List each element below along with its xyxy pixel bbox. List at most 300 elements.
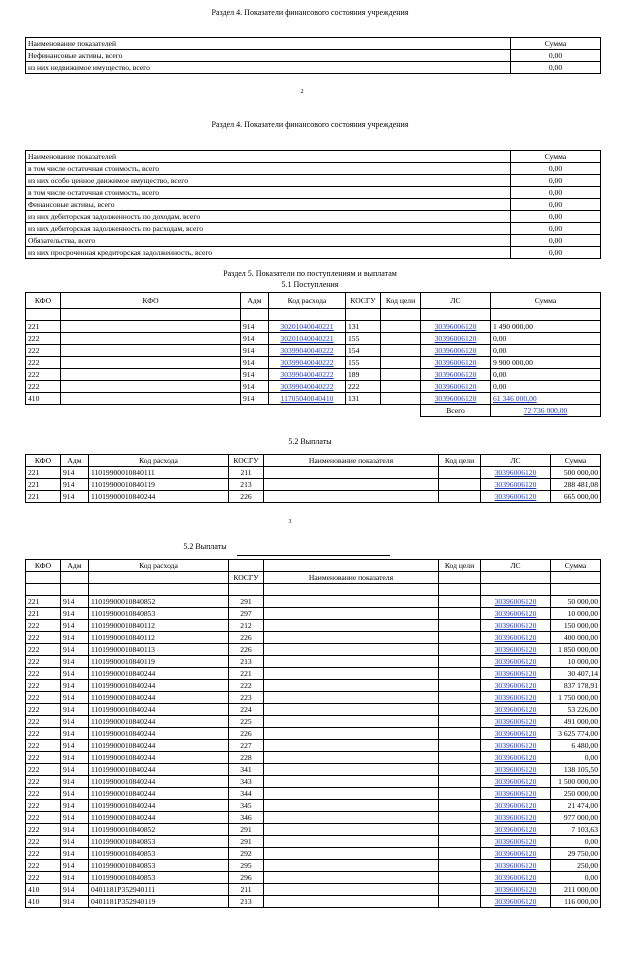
- header-kfo: КФО: [26, 455, 61, 467]
- account-cell: [481, 800, 551, 812]
- table-row: [26, 824, 601, 836]
- sum-cell: 250,00: [551, 860, 601, 872]
- kfo-cell: 222: [26, 824, 61, 836]
- account-cell: [481, 824, 551, 836]
- payments-title-2: 5.2 Выплаты: [183, 542, 227, 551]
- kosgu-cell: 154: [346, 345, 381, 357]
- sum-cell: 0,00: [491, 369, 601, 381]
- kfo-cell: 222: [26, 369, 61, 381]
- table-row: [26, 740, 601, 752]
- payments-table-2: [25, 559, 601, 908]
- account-cell-link[interactable]: 30396006120: [494, 492, 537, 501]
- sum-cell: 21 474,00: [551, 800, 601, 812]
- table-header: [26, 151, 601, 163]
- table-row: [26, 479, 601, 491]
- sum-cell: 1 490 000,00: [491, 321, 601, 333]
- kfo-cell: 222: [26, 381, 61, 393]
- adm-cell: 914: [61, 644, 89, 656]
- adm-cell: 914: [61, 788, 89, 800]
- kfo-cell: 222: [26, 728, 61, 740]
- adm-cell: 914: [61, 680, 89, 692]
- account-cell-link[interactable]: 30396006120: [494, 480, 537, 489]
- indicator-sum: 0,00: [511, 187, 601, 199]
- table-row: [26, 235, 601, 247]
- table-header: [26, 38, 601, 50]
- kfo-cell: 222: [26, 704, 61, 716]
- sum-cell: 0,00: [491, 345, 601, 357]
- table-row: [26, 776, 601, 788]
- table-row: [26, 608, 601, 620]
- account-cell-link[interactable]: 30396006120: [494, 705, 537, 714]
- table-row: [26, 187, 601, 199]
- account-cell-link[interactable]: 30396006120: [494, 729, 537, 738]
- kosgu-cell: 344: [229, 788, 264, 800]
- expense-code-cell: [269, 345, 346, 357]
- kosgu-cell: 225: [229, 716, 264, 728]
- header-name: Наименование показателей: [26, 38, 511, 50]
- kfo-cell: 221: [26, 467, 61, 479]
- table-row: [26, 357, 601, 369]
- account-cell: [481, 812, 551, 824]
- sum-cell: 0,00: [491, 333, 601, 345]
- sum-cell: 0,00: [551, 872, 601, 884]
- account-cell-link[interactable]: 30396006120: [494, 468, 537, 477]
- adm-cell: 914: [61, 491, 89, 503]
- expense-code-cell: 11019900010840112: [89, 620, 229, 632]
- financial-table-1: [25, 37, 601, 74]
- kfo-cell: 222: [26, 692, 61, 704]
- table-row: [26, 860, 601, 872]
- adm-cell: 914: [241, 321, 269, 333]
- account-cell: [481, 596, 551, 608]
- kfo-cell: 222: [26, 632, 61, 644]
- table-header: [26, 455, 601, 467]
- adm-cell: 914: [61, 848, 89, 860]
- account-cell: [481, 788, 551, 800]
- kosgu-cell: 345: [229, 800, 264, 812]
- expense-code-cell: 11019900010840853: [89, 872, 229, 884]
- account-cell: [481, 848, 551, 860]
- sum-cell: 0,00: [551, 836, 601, 848]
- indicator-sum: 0,00: [511, 163, 601, 175]
- kfo-cell: 221: [26, 479, 61, 491]
- sum-cell: 1 850 000,00: [551, 644, 601, 656]
- receipts-table: [25, 292, 601, 417]
- expense-code-cell: 11019900010840852: [89, 596, 229, 608]
- adm-cell: 914: [61, 896, 89, 908]
- table-row: [26, 247, 601, 259]
- indicator-sum: 0,00: [511, 235, 601, 247]
- total-value-link[interactable]: 72 736 000,00: [523, 406, 568, 415]
- header-sum: Сумма: [551, 455, 601, 467]
- kosgu-cell: 131: [346, 321, 381, 333]
- account-cell: [481, 680, 551, 692]
- table-row: [26, 800, 601, 812]
- kfo-cell: 222: [26, 860, 61, 872]
- table-row: [26, 872, 601, 884]
- table-row: [26, 175, 601, 187]
- indicator-sum: 0,00: [511, 199, 601, 211]
- kosgu-cell: 226: [229, 491, 264, 503]
- account-cell: [481, 656, 551, 668]
- table-row: [26, 704, 601, 716]
- table-row: [26, 393, 601, 405]
- sum-cell: 0,00: [551, 752, 601, 764]
- header-indicator-name: Наименование показателя: [264, 455, 439, 467]
- account-cell: [481, 491, 551, 503]
- kosgu-cell: 295: [229, 860, 264, 872]
- expense-code-cell-link[interactable]: 30399040040222: [280, 346, 334, 355]
- account-cell: [421, 357, 491, 369]
- expense-code-cell: 11019900010840244: [89, 716, 229, 728]
- header-goal-code: Код цели: [381, 293, 421, 309]
- kosgu-cell: 155: [346, 333, 381, 345]
- kfo-cell: 222: [26, 716, 61, 728]
- adm-cell: 914: [241, 381, 269, 393]
- sum-cell: 53 226,00: [551, 704, 601, 716]
- kfo-cell: 410: [26, 884, 61, 896]
- table-header: [26, 293, 601, 309]
- account-cell: [481, 644, 551, 656]
- table-header-2: [26, 572, 601, 584]
- header-adm: Адм: [61, 560, 89, 572]
- header-sum: Сумма: [491, 293, 601, 309]
- expense-code-cell-link[interactable]: 30201040040221: [280, 334, 334, 343]
- account-cell: [421, 321, 491, 333]
- kfo-cell: 221: [26, 608, 61, 620]
- kfo-cell: 222: [26, 848, 61, 860]
- total-value: [491, 405, 601, 417]
- account-cell-link[interactable]: 30396006120: [494, 825, 537, 834]
- table-row: [26, 632, 601, 644]
- account-cell-link[interactable]: 30396006120: [494, 741, 537, 750]
- account-cell-link[interactable]: 30396006120: [494, 597, 537, 606]
- sum-cell: 116 000,00: [551, 896, 601, 908]
- account-cell: [481, 728, 551, 740]
- header-kosgu: КОСГУ: [346, 293, 381, 309]
- sum-cell: 977 000,00: [551, 812, 601, 824]
- blank-row: [26, 584, 601, 596]
- account-cell-link[interactable]: 30396006120: [494, 609, 537, 618]
- sum-cell: 288 481,08: [551, 479, 601, 491]
- header-kfo: КФО: [26, 293, 61, 309]
- expense-code-cell: 11019900010840853: [89, 860, 229, 872]
- header-kfo-2: КФО: [61, 293, 241, 309]
- expense-code-cell-link[interactable]: 11705040040410: [280, 394, 334, 403]
- account-cell-link[interactable]: 30396006120: [494, 801, 537, 810]
- kfo-cell: 222: [26, 872, 61, 884]
- adm-cell: 914: [61, 620, 89, 632]
- kosgu-cell: 223: [229, 692, 264, 704]
- kfo-cell: 222: [26, 644, 61, 656]
- kfo-cell: 410: [26, 896, 61, 908]
- adm-cell: 914: [241, 369, 269, 381]
- header-account: ЛС: [421, 293, 491, 309]
- account-cell: [481, 740, 551, 752]
- financial-table-2: [25, 150, 601, 259]
- account-cell-link[interactable]: 30396006120: [494, 777, 537, 786]
- expense-code-cell: 0401181P352940119: [89, 896, 229, 908]
- table-row: [26, 752, 601, 764]
- expense-code-cell: 11019900010840111: [89, 467, 229, 479]
- kosgu-cell: 222: [346, 381, 381, 393]
- payments-table-1: [25, 454, 601, 503]
- account-cell: [481, 692, 551, 704]
- account-cell: [481, 716, 551, 728]
- adm-cell: 914: [241, 393, 269, 405]
- page-number-3: 3: [288, 519, 292, 525]
- total-label: Всего: [421, 405, 491, 417]
- account-cell-link[interactable]: 30396006120: [494, 717, 537, 726]
- kosgu-cell: 346: [229, 812, 264, 824]
- expense-code-cell: 11019900010840119: [89, 656, 229, 668]
- kfo-cell: 222: [26, 812, 61, 824]
- adm-cell: 914: [241, 333, 269, 345]
- kosgu-cell: 189: [346, 369, 381, 381]
- kosgu-cell: 155: [346, 357, 381, 369]
- account-cell-link[interactable]: 30396006120: [494, 765, 537, 774]
- adm-cell: 914: [61, 860, 89, 872]
- sum-cell-link[interactable]: 61 346 000,00: [493, 394, 537, 403]
- expense-code-cell: [269, 333, 346, 345]
- indicator-sum: 0,00: [511, 50, 601, 62]
- table-row: [26, 764, 601, 776]
- account-cell: [481, 467, 551, 479]
- table-row: [26, 692, 601, 704]
- account-cell: [481, 704, 551, 716]
- kfo-cell: 410: [26, 393, 61, 405]
- adm-cell: 914: [61, 608, 89, 620]
- indicator-name: из них дебиторская задолженность по доходам, всего: [26, 211, 511, 223]
- indicator-sum: 0,00: [511, 223, 601, 235]
- account-cell: [481, 620, 551, 632]
- kosgu-cell: 297: [229, 608, 264, 620]
- sum-cell: 837 178,91: [551, 680, 601, 692]
- expense-code-cell: 11019900010840244: [89, 704, 229, 716]
- table-row: [26, 668, 601, 680]
- account-cell: [481, 764, 551, 776]
- expense-code-cell: 11019900010840244: [89, 812, 229, 824]
- account-cell-link[interactable]: 30396006120: [494, 837, 537, 846]
- header-expense-code: Код расхода: [89, 560, 229, 572]
- account-cell-link[interactable]: 30396006120: [494, 693, 537, 702]
- expense-code-cell: 11019900010840244: [89, 800, 229, 812]
- kfo-cell: 222: [26, 836, 61, 848]
- account-cell-link[interactable]: 30396006120: [494, 897, 537, 906]
- kfo-cell: 222: [26, 333, 61, 345]
- table-row: [26, 680, 601, 692]
- adm-cell: 914: [61, 872, 89, 884]
- expense-code-cell: 11019900010840112: [89, 632, 229, 644]
- kosgu-cell: 227: [229, 740, 264, 752]
- account-cell-link[interactable]: 30396006120: [434, 358, 477, 367]
- account-cell-link[interactable]: 30396006120: [434, 370, 477, 379]
- account-cell-link[interactable]: 30396006120: [494, 633, 537, 642]
- kfo-cell: 221: [26, 321, 61, 333]
- sum-cell: 10 000,00: [551, 656, 601, 668]
- indicator-name: из них просроченная кредиторская задолженность, всего: [26, 247, 511, 259]
- account-cell: [421, 393, 491, 405]
- expense-code-cell: 11019900010840244: [89, 776, 229, 788]
- expense-code-cell-link[interactable]: 30201040040221: [280, 322, 334, 331]
- sum-cell: 1 750 000,00: [551, 692, 601, 704]
- kfo-cell: 222: [26, 345, 61, 357]
- account-cell-link[interactable]: 30396006120: [434, 382, 477, 391]
- kosgu-cell: 291: [229, 824, 264, 836]
- expense-code-cell: 11019900010840244: [89, 668, 229, 680]
- account-cell-link[interactable]: 30396006120: [494, 849, 537, 858]
- sum-cell: 150 000,00: [551, 620, 601, 632]
- kfo-cell: 221: [26, 596, 61, 608]
- account-cell-link[interactable]: 30396006120: [494, 621, 537, 630]
- expense-code-cell: [269, 321, 346, 333]
- header-name: Наименование показателей: [26, 151, 511, 163]
- expense-code-cell: 0401181P352940111: [89, 884, 229, 896]
- adm-cell: 914: [61, 884, 89, 896]
- kosgu-cell: 222: [229, 680, 264, 692]
- account-cell-link[interactable]: 30396006120: [494, 681, 537, 690]
- header-kosgu: КОСГУ: [229, 455, 264, 467]
- blank-row: [26, 309, 601, 321]
- header-kosgu: КОСГУ: [229, 572, 264, 584]
- indicator-sum: 0,00: [511, 62, 601, 74]
- expense-code-cell: [269, 381, 346, 393]
- account-cell: [481, 884, 551, 896]
- expense-code-cell: 11019900010840244: [89, 788, 229, 800]
- account-cell-link[interactable]: 30396006120: [434, 334, 477, 343]
- kosgu-cell: 211: [229, 884, 264, 896]
- header-adm: Адм: [61, 455, 89, 467]
- table-row: [26, 211, 601, 223]
- adm-cell: 914: [61, 776, 89, 788]
- adm-cell: 914: [61, 836, 89, 848]
- account-cell: [481, 752, 551, 764]
- account-cell-link[interactable]: 30396006120: [494, 789, 537, 798]
- account-cell-link[interactable]: 30396006120: [494, 885, 537, 894]
- sum-cell: 7 103,63: [551, 824, 601, 836]
- section4-title-2: Раздел 4. Показатели финансового состояния учреждения: [211, 120, 409, 129]
- account-cell-link[interactable]: 30396006120: [434, 322, 477, 331]
- account-cell-link[interactable]: 30396006120: [494, 669, 537, 678]
- account-cell: [481, 632, 551, 644]
- expense-code-cell-link[interactable]: 30399040040222: [280, 382, 334, 391]
- kfo-cell: 222: [26, 668, 61, 680]
- expense-code-cell: 11019900010840119: [89, 479, 229, 491]
- table-row: [26, 812, 601, 824]
- expense-code-cell: [269, 357, 346, 369]
- account-cell-link[interactable]: 30396006120: [494, 657, 537, 666]
- expense-code-cell: 11019900010840244: [89, 680, 229, 692]
- table-row: [26, 199, 601, 211]
- account-cell-link[interactable]: 30396006120: [494, 861, 537, 870]
- indicator-name: из них особо ценное движимое имущество, всего: [26, 175, 511, 187]
- adm-cell: 914: [61, 752, 89, 764]
- adm-cell: 914: [61, 632, 89, 644]
- kfo-cell: 222: [26, 764, 61, 776]
- table-row: [26, 50, 601, 62]
- header-goal-code: Код цели: [439, 560, 481, 572]
- table-row: [26, 896, 601, 908]
- expense-code-cell: 11019900010840244: [89, 728, 229, 740]
- account-cell-link[interactable]: 30396006120: [494, 873, 537, 882]
- section4-title: Раздел 4. Показатели финансового состояния учреждения: [211, 8, 409, 17]
- table-row: [26, 620, 601, 632]
- account-cell: [481, 872, 551, 884]
- expense-code-cell: 11019900010840244: [89, 692, 229, 704]
- account-cell: [421, 369, 491, 381]
- sum-cell: 211 000,00: [551, 884, 601, 896]
- indicator-name: Нефинансовые активы, всего: [26, 50, 511, 62]
- sum-cell: 6 480,00: [551, 740, 601, 752]
- table-row: [26, 321, 601, 333]
- expense-code-cell-link[interactable]: 30399040040222: [280, 358, 334, 367]
- sum-cell: 10 000,00: [551, 608, 601, 620]
- expense-code-cell-link[interactable]: 30399040040222: [280, 370, 334, 379]
- kfo-cell: 222: [26, 680, 61, 692]
- indicator-name: в том числе остаточная стоимость, всего: [26, 163, 511, 175]
- kosgu-cell: 131: [346, 393, 381, 405]
- kosgu-cell: 213: [229, 479, 264, 491]
- title-underline: [237, 555, 390, 556]
- header-sum: Сумма: [511, 151, 601, 163]
- account-cell-link[interactable]: 30396006120: [434, 394, 477, 403]
- kosgu-cell: 226: [229, 632, 264, 644]
- account-cell: [421, 381, 491, 393]
- account-cell: [481, 668, 551, 680]
- adm-cell: 914: [61, 812, 89, 824]
- kosgu-cell: 211: [229, 467, 264, 479]
- table-row: [26, 467, 601, 479]
- indicator-name: Обязательства, всего: [26, 235, 511, 247]
- account-cell-link[interactable]: 30396006120: [494, 753, 537, 762]
- table-row: [26, 369, 601, 381]
- adm-cell: 914: [61, 467, 89, 479]
- expense-code-cell: 11019900010840852: [89, 824, 229, 836]
- adm-cell: 914: [61, 692, 89, 704]
- indicator-sum: 0,00: [511, 211, 601, 223]
- sum-cell: 9 900 000,00: [491, 357, 601, 369]
- account-cell-link[interactable]: 30396006120: [494, 813, 537, 822]
- adm-cell: 914: [61, 596, 89, 608]
- table-row: [26, 62, 601, 74]
- kosgu-cell: 343: [229, 776, 264, 788]
- adm-cell: 914: [241, 357, 269, 369]
- header-expense-code: Код расхода: [269, 293, 346, 309]
- adm-cell: 914: [61, 668, 89, 680]
- expense-code-cell: 11019900010840244: [89, 740, 229, 752]
- kosgu-cell: 226: [229, 644, 264, 656]
- account-cell-link[interactable]: 30396006120: [494, 645, 537, 654]
- sum-cell: 30 407,14: [551, 668, 601, 680]
- header-account: ЛС: [481, 560, 551, 572]
- account-cell: [421, 333, 491, 345]
- table-row: [26, 491, 601, 503]
- sum-cell: [491, 393, 601, 405]
- sum-cell: 3 625 774,00: [551, 728, 601, 740]
- account-cell-link[interactable]: 30396006120: [434, 346, 477, 355]
- expense-code-cell: 11019900010840853: [89, 608, 229, 620]
- adm-cell: 914: [61, 764, 89, 776]
- kosgu-cell: 224: [229, 704, 264, 716]
- kosgu-cell: 292: [229, 848, 264, 860]
- sum-cell: 250 000,00: [551, 788, 601, 800]
- header-adm: Адм: [241, 293, 269, 309]
- kosgu-cell: 228: [229, 752, 264, 764]
- account-cell: [481, 608, 551, 620]
- sum-cell: 138 105,50: [551, 764, 601, 776]
- expense-code-cell: [269, 393, 346, 405]
- account-cell: [481, 479, 551, 491]
